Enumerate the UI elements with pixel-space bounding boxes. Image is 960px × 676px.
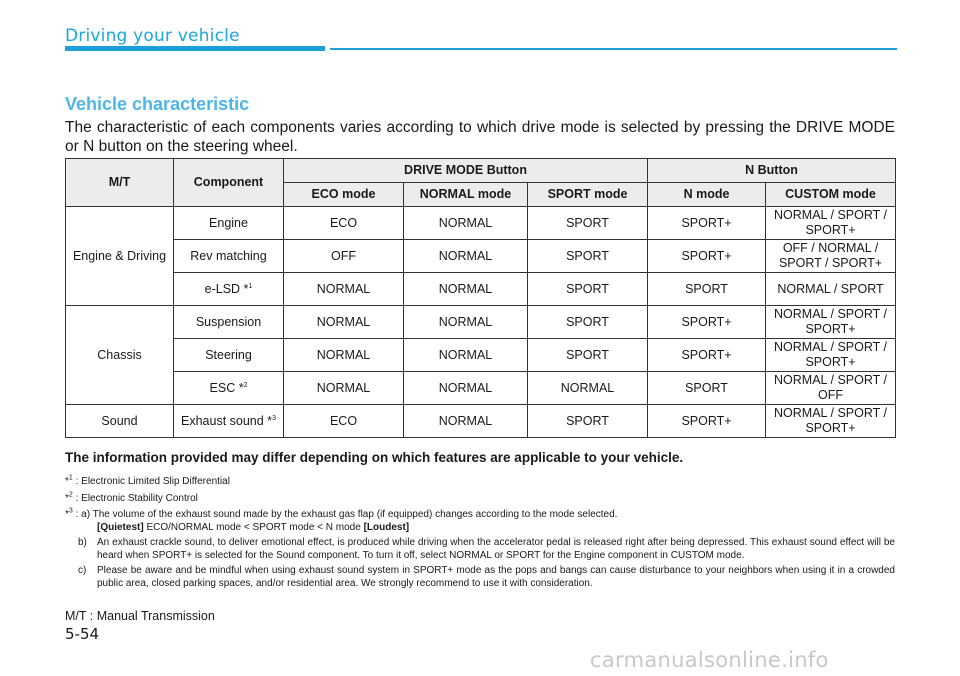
- value-cell: SPORT: [528, 306, 648, 339]
- value-cell: NORMAL: [404, 207, 528, 240]
- header-n-button: N Button: [648, 159, 896, 183]
- table-row: [66, 240, 896, 273]
- header-drive-mode-button: DRIVE MODE Button: [284, 159, 648, 183]
- value-cell: NORMAL: [404, 273, 528, 306]
- footnote-1: *$^1$ : Electronic Limited Slip Differential: [65, 474, 230, 487]
- value-cell: NORMAL: [404, 240, 528, 273]
- footnote-3b: b) An exhaust crackle sound, to deliver emotional effect, is produced while driving when the accelerator pedal is released right after being depressed. This exhaust sound effect will be heard when SPORT+ is selected for the Sound component. To turn it off, select NORMAL or SPORT for the Engine component in CUSTOM mode.: [78, 537, 895, 561]
- header-mode: SPORT mode: [528, 183, 648, 207]
- table-row: [66, 207, 896, 240]
- value-cell: SPORT: [528, 339, 648, 372]
- value-cell: NORMAL: [404, 372, 528, 405]
- group-label: Chassis: [66, 306, 174, 405]
- value-cell: SPORT: [648, 273, 766, 306]
- header-mode: ECO mode: [284, 183, 404, 207]
- value-cell: NORMAL / SPORT / OFF: [766, 372, 896, 405]
- value-cell: NORMAL: [284, 306, 404, 339]
- value-cell: NORMAL / SPORT: [766, 273, 896, 306]
- header-accent-bar: [65, 46, 325, 51]
- value-cell: NORMAL: [284, 273, 404, 306]
- table-row: [66, 339, 896, 372]
- watermark: carmanualsonline.info: [590, 648, 829, 672]
- value-cell: SPORT+: [648, 339, 766, 372]
- value-cell: ECO: [284, 405, 404, 438]
- page-heading: Vehicle characteristic: [65, 94, 250, 114]
- component-cell: Exhaust sound *$^3$: [174, 405, 284, 438]
- component-cell: Steering: [174, 339, 284, 372]
- value-cell: NORMAL: [284, 339, 404, 372]
- value-cell: ECO: [284, 207, 404, 240]
- value-cell: NORMAL / SPORT / SPORT+: [766, 339, 896, 372]
- component-cell: e-LSD *$^1$: [174, 273, 284, 306]
- page-number: 5-54: [65, 625, 100, 643]
- component-cell: ESC *$^2$: [174, 372, 284, 405]
- intro-paragraph: The characteristic of each components varies according to which drive mode is selected by pressing the DRIVE MODE or N button on the steering wheel.: [65, 119, 895, 155]
- value-cell: NORMAL: [284, 372, 404, 405]
- drive-mode-table: [65, 158, 896, 438]
- footnotes: [65, 476, 895, 593]
- value-cell: SPORT: [528, 240, 648, 273]
- table-row: [66, 405, 896, 438]
- section-title: Driving your vehicle: [65, 26, 240, 46]
- value-cell: SPORT+: [648, 207, 766, 240]
- value-cell: OFF / NORMAL / SPORT / SPORT+: [766, 240, 896, 273]
- value-cell: OFF: [284, 240, 404, 273]
- header-mode: CUSTOM mode: [766, 183, 896, 207]
- value-cell: SPORT: [528, 405, 648, 438]
- mt-note: M/T : Manual Transmission: [65, 609, 215, 623]
- value-cell: NORMAL: [528, 372, 648, 405]
- value-cell: SPORT: [528, 207, 648, 240]
- header-mt: M/T: [66, 159, 174, 207]
- value-cell: NORMAL / SPORT / SPORT+: [766, 306, 896, 339]
- value-cell: NORMAL: [404, 339, 528, 372]
- footnote-ref: 1: [248, 282, 253, 290]
- group-label: Sound: [66, 405, 174, 438]
- applicability-note: The information provided may differ depending on which features are applicable to your vehicle.: [65, 450, 684, 465]
- value-cell: NORMAL: [404, 405, 528, 438]
- loudness-scale: [Quietest] ECO/NORMAL mode < SPORT mode < N mode [Loudest]: [97, 521, 410, 533]
- footnote-3: *$^3$ : a) The volume of the exhaust sound made by the exhaust gas flap (if equipped) changes according to the mode selected. [Quietest] ECO/NORMAL mode < SPORT mode < N mode [Loudest]: [65, 509, 895, 534]
- group-label: Engine & Driving: [66, 207, 174, 306]
- header-rule: [330, 48, 897, 50]
- header-mode: NORMAL mode: [404, 183, 528, 207]
- value-cell: SPORT: [528, 273, 648, 306]
- header-mode: N mode: [648, 183, 766, 207]
- component-cell: Suspension: [174, 306, 284, 339]
- table-row: [66, 306, 896, 339]
- value-cell: SPORT+: [648, 306, 766, 339]
- value-cell: NORMAL / SPORT / SPORT+: [766, 207, 896, 240]
- header-component: Component: [174, 159, 284, 207]
- component-cell: Rev matching: [174, 240, 284, 273]
- component-cell: Engine: [174, 207, 284, 240]
- footnote-2: *$^2$ : Electronic Stability Control: [65, 491, 198, 504]
- value-cell: NORMAL / SPORT / SPORT+: [766, 405, 896, 438]
- value-cell: SPORT: [648, 372, 766, 405]
- value-cell: SPORT+: [648, 240, 766, 273]
- footnote-3c: c) Please be aware and be mindful when using exhaust sound system in SPORT+ mode as the pops and bangs can cause disturbance to your neighbors when using it in a crowded public area, closed parking spaces, and/or residential area. We strongly recommend to use it with consideration.: [78, 565, 895, 589]
- value-cell: SPORT+: [648, 405, 766, 438]
- value-cell: NORMAL: [404, 306, 528, 339]
- table-header-row: [66, 159, 896, 183]
- table-row: [66, 372, 896, 405]
- table-row: [66, 273, 896, 306]
- footnote-ref: 2: [243, 381, 248, 389]
- footnote-ref: 3: [272, 414, 276, 422]
